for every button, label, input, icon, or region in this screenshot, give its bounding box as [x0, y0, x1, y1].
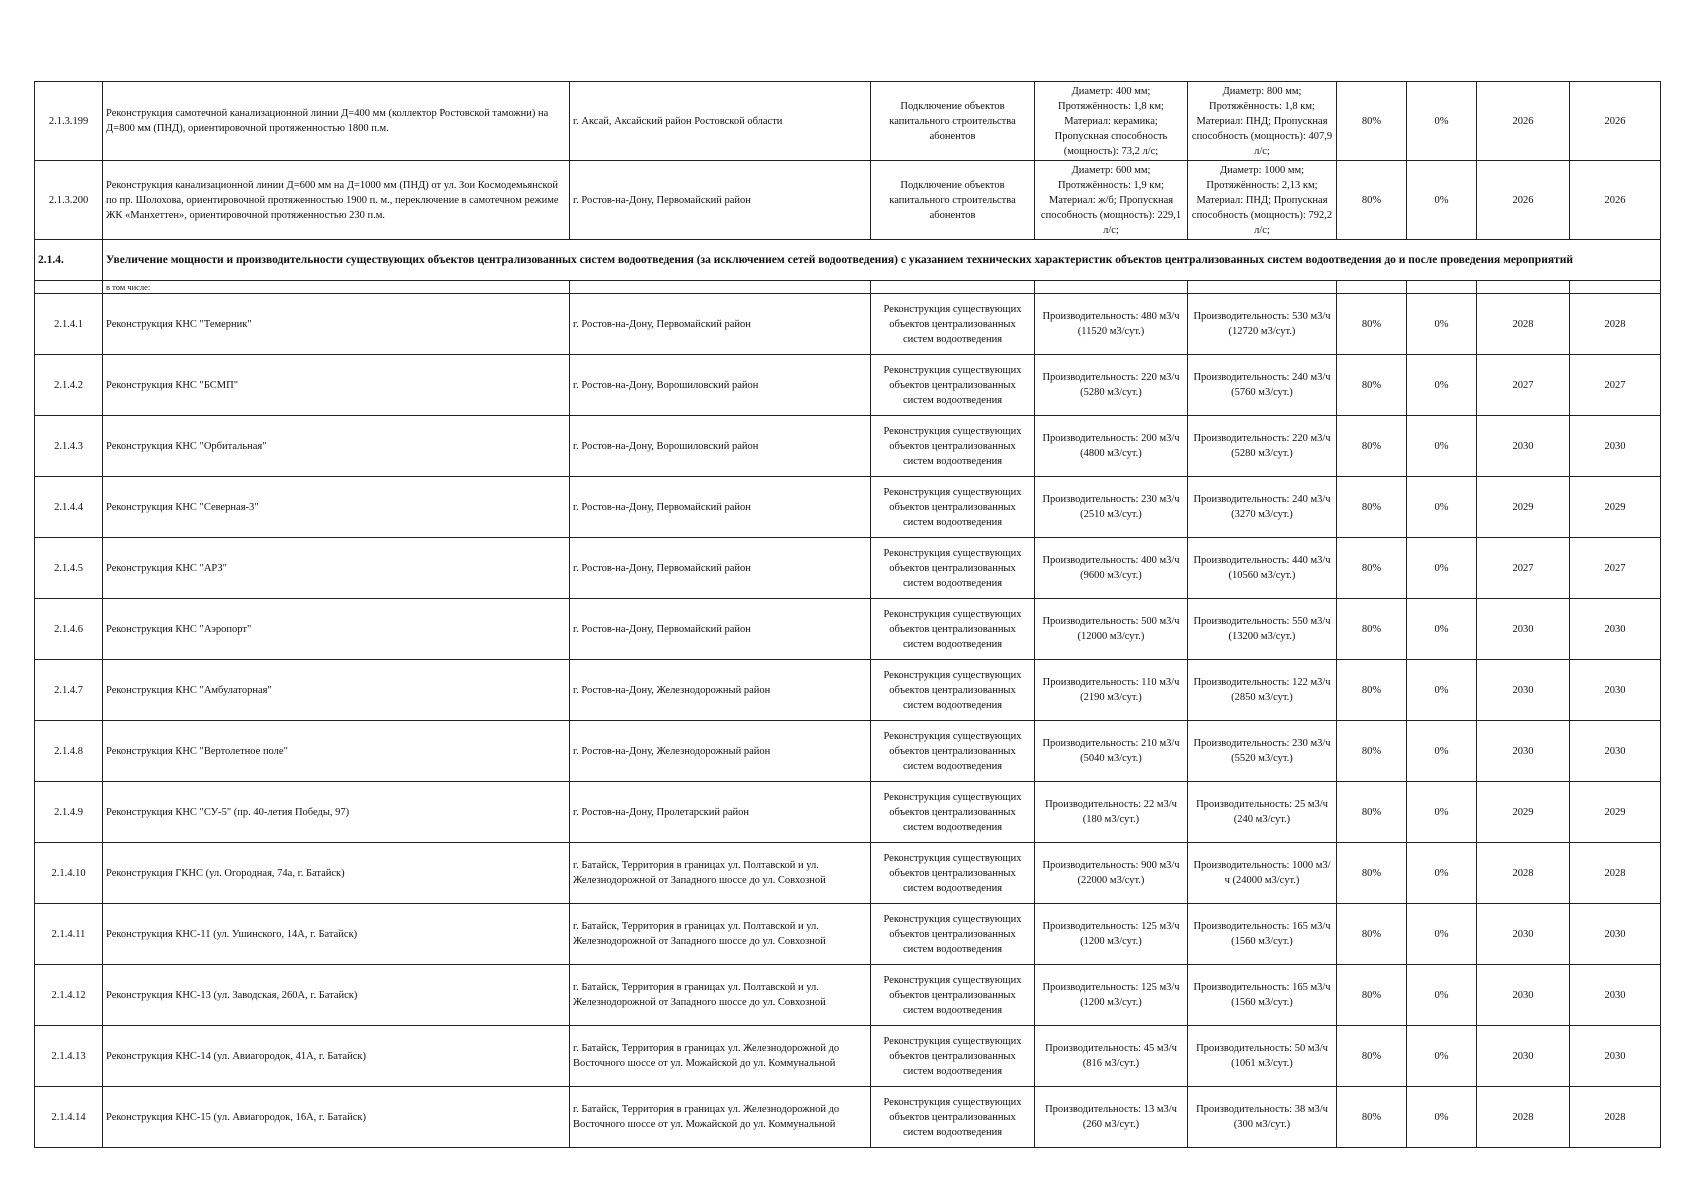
item-name: Реконструкция ГКНС (ул. Огородная, 74а, г. Батайск)	[103, 843, 570, 904]
item-location: г. Ростов-на-Дону, Первомайский район	[570, 599, 871, 660]
item-before: Производительность: 900 м3/ч (22000 м3/сут.)	[1035, 843, 1188, 904]
item-percent: 80%	[1337, 965, 1407, 1026]
item-after: Производительность: 38 м3/ч (300 м3/сут.)	[1188, 1087, 1337, 1148]
item-after: Производительность: 165 м3/ч (1560 м3/сут.)	[1188, 904, 1337, 965]
item-zero-percent: 0%	[1407, 660, 1477, 721]
item-purpose: Реконструкция существующих объектов централизованных систем водоотведения	[871, 538, 1035, 599]
subtitle-row	[35, 281, 1661, 294]
item-zero-percent: 0%	[1407, 1087, 1477, 1148]
item-location: г. Ростов-на-Дону, Железнодорожный район	[570, 660, 871, 721]
item-year-start: 2028	[1477, 843, 1570, 904]
item-purpose: Реконструкция существующих объектов централизованных систем водоотведения	[871, 721, 1035, 782]
item-after: Производительность: 530 м3/ч (12720 м3/сут.)	[1188, 294, 1337, 355]
item-after: Производительность: 240 м3/ч (3270 м3/сут.)	[1188, 477, 1337, 538]
item-before: Производительность: 125 м3/ч (1200 м3/сут.)	[1035, 904, 1188, 965]
item-name: Реконструкция КНС-14 (ул. Авиагородок, 41А, г. Батайск)	[103, 1026, 570, 1087]
item-location: г. Батайск, Территория в границах ул. Железнодорожной до Восточного шоссе от ул. Можайской до ул. Коммунальной	[570, 1087, 871, 1148]
item-location: г. Ростов-на-Дону, Первомайский район	[570, 294, 871, 355]
item-year-end: 2028	[1570, 294, 1661, 355]
item-zero-percent: 0%	[1407, 721, 1477, 782]
item-year-end: 2026	[1570, 161, 1661, 240]
table-row	[35, 599, 1661, 660]
item-year-start: 2030	[1477, 721, 1570, 782]
item-name: Реконструкция КНС "Амбулаторная"	[103, 660, 570, 721]
item-after: Производительность: 240 м3/ч (5760 м3/сут.)	[1188, 355, 1337, 416]
item-purpose: Реконструкция существующих объектов централизованных систем водоотведения	[871, 904, 1035, 965]
item-location: г. Ростов-на-Дону, Пролетарский район	[570, 782, 871, 843]
item-purpose: Реконструкция существующих объектов централизованных систем водоотведения	[871, 416, 1035, 477]
item-year-start: 2030	[1477, 416, 1570, 477]
item-before: Диаметр: 600 мм; Протяжённость: 1,9 км; Материал: ж/б; Пропускная способность (мощность): 229,1 л/с;	[1035, 161, 1188, 240]
item-percent: 80%	[1337, 82, 1407, 161]
item-year-start: 2029	[1477, 477, 1570, 538]
item-percent: 80%	[1337, 1026, 1407, 1087]
item-before: Производительность: 125 м3/ч (1200 м3/сут.)	[1035, 965, 1188, 1026]
item-year-start: 2027	[1477, 538, 1570, 599]
investment-measures-table	[34, 81, 1661, 1148]
table-row	[35, 416, 1661, 477]
item-zero-percent: 0%	[1407, 965, 1477, 1026]
item-zero-percent: 0%	[1407, 538, 1477, 599]
table-row	[35, 1087, 1661, 1148]
item-zero-percent: 0%	[1407, 82, 1477, 161]
item-year-start: 2027	[1477, 355, 1570, 416]
item-percent: 80%	[1337, 416, 1407, 477]
subtitle-text: в том числе:	[103, 281, 570, 294]
item-location: г. Батайск, Территория в границах ул. Полтавской и ул. Железнодорожной от Западного шоссе до ул. Совхозной	[570, 843, 871, 904]
item-purpose: Реконструкция существующих объектов централизованных систем водоотведения	[871, 477, 1035, 538]
item-before: Производительность: 210 м3/ч (5040 м3/сут.)	[1035, 721, 1188, 782]
table-row	[35, 294, 1661, 355]
item-percent: 80%	[1337, 843, 1407, 904]
table-row	[35, 355, 1661, 416]
item-before: Производительность: 13 м3/ч (260 м3/сут.)	[1035, 1087, 1188, 1148]
item-zero-percent: 0%	[1407, 782, 1477, 843]
item-year-end: 2027	[1570, 355, 1661, 416]
item-before: Производительность: 45 м3/ч (816 м3/сут.)	[1035, 1026, 1188, 1087]
item-purpose: Реконструкция существующих объектов централизованных систем водоотведения	[871, 965, 1035, 1026]
item-after: Производительность: 220 м3/ч (5280 м3/сут.)	[1188, 416, 1337, 477]
item-name: Реконструкция КНС-13 (ул. Заводская, 260А, г. Батайск)	[103, 965, 570, 1026]
item-location: г. Ростов-на-Дону, Первомайский район	[570, 477, 871, 538]
item-purpose: Реконструкция существующих объектов централизованных систем водоотведения	[871, 660, 1035, 721]
item-number: 2.1.3.200	[35, 161, 103, 240]
table-row	[35, 82, 1661, 161]
item-zero-percent: 0%	[1407, 1026, 1477, 1087]
item-percent: 80%	[1337, 599, 1407, 660]
item-percent: 80%	[1337, 161, 1407, 240]
item-location: г. Ростов-на-Дону, Первомайский район	[570, 538, 871, 599]
item-number: 2.1.4.1	[35, 294, 103, 355]
item-location: г. Ростов-на-Дону, Ворошиловский район	[570, 416, 871, 477]
item-purpose: Реконструкция существующих объектов централизованных систем водоотведения	[871, 294, 1035, 355]
item-location: г. Батайск, Территория в границах ул. Полтавской и ул. Железнодорожной от Западного шоссе до ул. Совхозной	[570, 904, 871, 965]
item-name: Реконструкция КНС-15 (ул. Авиагородок, 16А, г. Батайск)	[103, 1087, 570, 1148]
item-number: 2.1.4.2	[35, 355, 103, 416]
item-after: Производительность: 122 м3/ч (2850 м3/сут.)	[1188, 660, 1337, 721]
item-year-end: 2030	[1570, 965, 1661, 1026]
item-purpose: Реконструкция существующих объектов централизованных систем водоотведения	[871, 355, 1035, 416]
item-location: г. Батайск, Территория в границах ул. Железнодорожной до Восточного шоссе от ул. Можайской до ул. Коммунальной	[570, 1026, 871, 1087]
item-number: 2.1.4.3	[35, 416, 103, 477]
section-row	[35, 240, 1661, 281]
item-number: 2.1.4.4	[35, 477, 103, 538]
item-after: Производительность: 440 м3/ч (10560 м3/сут.)	[1188, 538, 1337, 599]
item-percent: 80%	[1337, 1087, 1407, 1148]
item-year-end: 2029	[1570, 477, 1661, 538]
item-number: 2.1.4.14	[35, 1087, 103, 1148]
item-name: Реконструкция КНС "Вертолетное поле"	[103, 721, 570, 782]
item-purpose: Реконструкция существующих объектов централизованных систем водоотведения	[871, 843, 1035, 904]
item-location: г. Батайск, Территория в границах ул. Полтавской и ул. Железнодорожной от Западного шоссе до ул. Совхозной	[570, 965, 871, 1026]
table-row	[35, 161, 1661, 240]
item-year-end: 2030	[1570, 1026, 1661, 1087]
item-year-end: 2029	[1570, 782, 1661, 843]
item-name: Реконструкция КНС "Темерник"	[103, 294, 570, 355]
item-zero-percent: 0%	[1407, 477, 1477, 538]
item-percent: 80%	[1337, 904, 1407, 965]
item-percent: 80%	[1337, 660, 1407, 721]
item-after: Диаметр: 800 мм; Протяжённость: 1,8 км; Материал: ПНД; Пропускная способность (мощность): 407,9 л/с;	[1188, 82, 1337, 161]
item-location: г. Ростов-на-Дону, Ворошиловский район	[570, 355, 871, 416]
item-before: Производительность: 400 м3/ч (9600 м3/сут.)	[1035, 538, 1188, 599]
item-after: Производительность: 550 м3/ч (13200 м3/сут.)	[1188, 599, 1337, 660]
item-purpose: Реконструкция существующих объектов централизованных систем водоотведения	[871, 599, 1035, 660]
item-year-start: 2028	[1477, 1087, 1570, 1148]
table-row	[35, 721, 1661, 782]
item-percent: 80%	[1337, 294, 1407, 355]
item-percent: 80%	[1337, 782, 1407, 843]
table-row	[35, 904, 1661, 965]
item-name: Реконструкция канализационной линии Д=600 мм на Д=1000 мм (ПНД) от ул. Зои Космодемьянской по пр. Шолохова, ориентировочной протяженностью 1900 п. м., переключение в самотечном режиме ЖК «Манхеттен», ориентировочной протяженностью 230 п.м.	[103, 161, 570, 240]
item-after: Производительность: 1000 м3/ч (24000 м3/сут.)	[1188, 843, 1337, 904]
item-before: Производительность: 480 м3/ч (11520 м3/сут.)	[1035, 294, 1188, 355]
item-number: 2.1.4.12	[35, 965, 103, 1026]
item-number: 2.1.4.13	[35, 1026, 103, 1087]
item-year-start: 2026	[1477, 161, 1570, 240]
item-before: Производительность: 230 м3/ч (2510 м3/сут.)	[1035, 477, 1188, 538]
item-year-end: 2030	[1570, 660, 1661, 721]
item-location: г. Ростов-на-Дону, Первомайский район	[570, 161, 871, 240]
item-year-end: 2027	[1570, 538, 1661, 599]
item-year-end: 2028	[1570, 843, 1661, 904]
item-before: Производительность: 22 м3/ч (180 м3/сут.)	[1035, 782, 1188, 843]
item-year-start: 2026	[1477, 82, 1570, 161]
item-purpose: Реконструкция существующих объектов централизованных систем водоотведения	[871, 1026, 1035, 1087]
item-year-end: 2030	[1570, 721, 1661, 782]
table-row	[35, 965, 1661, 1026]
item-percent: 80%	[1337, 355, 1407, 416]
item-year-start: 2030	[1477, 1026, 1570, 1087]
item-name: Реконструкция КНС-11 (ул. Ушинского, 14А, г. Батайск)	[103, 904, 570, 965]
item-before: Производительность: 220 м3/ч (5280 м3/сут.)	[1035, 355, 1188, 416]
item-name: Реконструкция КНС "АРЗ"	[103, 538, 570, 599]
item-number: 2.1.4.7	[35, 660, 103, 721]
item-number: 2.1.4.9	[35, 782, 103, 843]
item-name: Реконструкция КНС "СУ-5" (пр. 40-летия Победы, 97)	[103, 782, 570, 843]
table-row	[35, 1026, 1661, 1087]
item-name: Реконструкция самотечной канализационной линии Д=400 мм (коллектор Ростовской таможни) на Д=800 мм (ПНД), ориентировочной протяженностью 1800 п.м.	[103, 82, 570, 161]
item-after: Производительность: 50 м3/ч (1061 м3/сут.)	[1188, 1026, 1337, 1087]
item-percent: 80%	[1337, 721, 1407, 782]
item-number: 2.1.3.199	[35, 82, 103, 161]
item-number: 2.1.4.11	[35, 904, 103, 965]
item-before: Производительность: 500 м3/ч (12000 м3/сут.)	[1035, 599, 1188, 660]
item-name: Реконструкция КНС "Аэропорт"	[103, 599, 570, 660]
item-year-start: 2028	[1477, 294, 1570, 355]
item-number: 2.1.4.5	[35, 538, 103, 599]
item-after: Производительность: 230 м3/ч (5520 м3/сут.)	[1188, 721, 1337, 782]
item-percent: 80%	[1337, 477, 1407, 538]
item-zero-percent: 0%	[1407, 416, 1477, 477]
item-year-end: 2030	[1570, 599, 1661, 660]
item-before: Диаметр: 400 мм; Протяжённость: 1,8 км; Материал: керамика; Пропускная способность (мощность): 73,2 л/с;	[1035, 82, 1188, 161]
item-number: 2.1.4.10	[35, 843, 103, 904]
item-after: Производительность: 25 м3/ч (240 м3/сут.)	[1188, 782, 1337, 843]
table-row	[35, 843, 1661, 904]
item-after: Производительность: 165 м3/ч (1560 м3/сут.)	[1188, 965, 1337, 1026]
item-year-end: 2030	[1570, 904, 1661, 965]
item-location: г. Ростов-на-Дону, Железнодорожный район	[570, 721, 871, 782]
item-number: 2.1.4.8	[35, 721, 103, 782]
item-year-start: 2030	[1477, 660, 1570, 721]
item-year-start: 2030	[1477, 599, 1570, 660]
item-zero-percent: 0%	[1407, 355, 1477, 416]
item-zero-percent: 0%	[1407, 294, 1477, 355]
section-title: Увеличение мощности и производительности существующих объектов централизованных систем водоотведения (за исключением сетей водоотведения) с указанием технических характеристик объектов централизованных систем водоотведения до и после проведения мероприятий	[103, 240, 1661, 281]
item-year-start: 2030	[1477, 904, 1570, 965]
item-zero-percent: 0%	[1407, 843, 1477, 904]
item-zero-percent: 0%	[1407, 161, 1477, 240]
item-purpose: Подключение объектов капитального строительства абонентов	[871, 161, 1035, 240]
item-purpose: Подключение объектов капитального строительства абонентов	[871, 82, 1035, 161]
item-name: Реконструкция КНС "БСМП"	[103, 355, 570, 416]
table-row	[35, 782, 1661, 843]
table-row	[35, 477, 1661, 538]
item-before: Производительность: 110 м3/ч (2190 м3/сут.)	[1035, 660, 1188, 721]
item-purpose: Реконструкция существующих объектов централизованных систем водоотведения	[871, 782, 1035, 843]
table-row	[35, 538, 1661, 599]
item-name: Реконструкция КНС "Орбитальная"	[103, 416, 570, 477]
item-percent: 80%	[1337, 538, 1407, 599]
item-zero-percent: 0%	[1407, 599, 1477, 660]
item-year-end: 2026	[1570, 82, 1661, 161]
item-year-start: 2029	[1477, 782, 1570, 843]
item-before: Производительность: 200 м3/ч (4800 м3/сут.)	[1035, 416, 1188, 477]
item-year-end: 2028	[1570, 1087, 1661, 1148]
item-year-end: 2030	[1570, 416, 1661, 477]
item-number: 2.1.4.6	[35, 599, 103, 660]
item-name: Реконструкция КНС "Северная-3"	[103, 477, 570, 538]
item-after: Диаметр: 1000 мм; Протяжённость: 2,13 км; Материал: ПНД; Пропускная способность (мощность): 792,2 л/с;	[1188, 161, 1337, 240]
item-year-start: 2030	[1477, 965, 1570, 1026]
item-location: г. Аксай, Аксайский район Ростовской области	[570, 82, 871, 161]
section-number: 2.1.4.	[35, 240, 103, 281]
subtitle-empty-cell	[35, 281, 103, 294]
table-row	[35, 660, 1661, 721]
item-purpose: Реконструкция существующих объектов централизованных систем водоотведения	[871, 1087, 1035, 1148]
item-zero-percent: 0%	[1407, 904, 1477, 965]
